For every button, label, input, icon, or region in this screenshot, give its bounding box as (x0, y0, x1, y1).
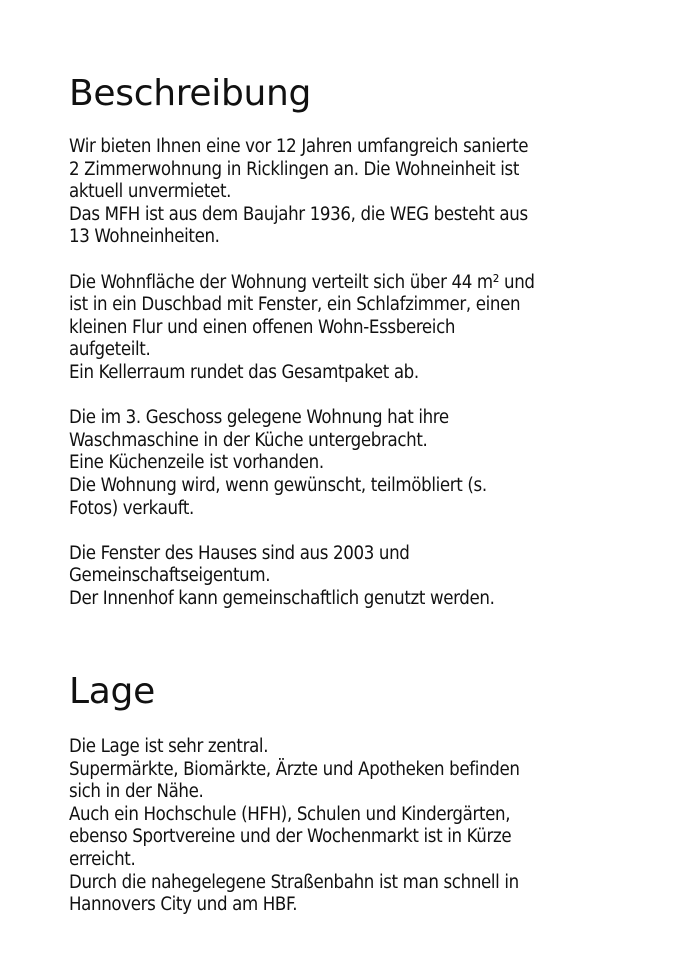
text-line: Die Lage ist sehr zentral. (69, 736, 269, 757)
paragraph-wohnflaeche (69, 272, 629, 385)
text-line: Supermärkte, Biomärkte, Ärzte und Apotheken befinden (69, 758, 520, 780)
text-line: Fotos) verkauft. (69, 497, 194, 519)
text-line: Die Fenster des Hauses sind aus 2003 und (69, 542, 410, 564)
text-line: 13 Wohneinheiten. (69, 226, 220, 248)
heading-lage: Lage (69, 671, 155, 712)
paragraph-fenster (69, 543, 629, 611)
lage-body (69, 736, 629, 917)
text-line: Gemeinschaftseigentum. (69, 565, 271, 587)
text-line: Durch die nahegelegene Straßenbahn ist man schnell in (69, 871, 519, 893)
paragraph-gap (69, 385, 629, 408)
text-line: Die Wohnfläche der Wohnung verteilt sich über 44 m² und (69, 271, 535, 293)
text-line: Waschmaschine in der Küche untergebracht. (69, 429, 428, 451)
heading-beschreibung: Beschreibung (69, 73, 312, 114)
text-line: Der Innenhof kann gemeinschaftlich genutzt werden. (69, 587, 495, 609)
paragraph-geschoss (69, 407, 629, 520)
text-line: aufgeteilt. (69, 339, 151, 361)
text-line: ist in ein Duschbad mit Fenster, ein Schlafzimmer, einen (69, 294, 521, 316)
beschreibung-body (69, 136, 629, 610)
text-line: erreicht. (69, 848, 136, 870)
text-line: 2 Zimmerwohnung in Ricklingen an. Die Wohneinheit ist (69, 158, 520, 180)
section-lage (69, 672, 629, 917)
section-beschreibung (69, 74, 629, 610)
text-line: Das MFH ist aus dem Baujahr 1936, die WEG besteht aus (69, 203, 528, 225)
text-line: Eine Küchenzeile ist vorhanden. (69, 452, 324, 474)
paragraph-lage (69, 736, 629, 917)
text-line: Auch ein Hochschule (HFH), Schulen und Kindergärten, (69, 803, 511, 825)
text-line: Wir bieten Ihnen eine vor 12 Jahren umfangreich sanierte (69, 136, 529, 157)
text-line: kleinen Flur und einen offenen Wohn-Essbereich (69, 316, 456, 338)
text-line: Ein Kellerraum rundet das Gesamtpaket ab. (69, 361, 419, 383)
paragraph-gap (69, 249, 629, 272)
text-line: ebenso Sportvereine und der Wochenmarkt ist in Kürze (69, 826, 512, 848)
text-line: aktuell unvermietet. (69, 181, 232, 203)
text-line: sich in der Nähe. (69, 781, 204, 803)
text-line: Die im 3. Geschoss gelegene Wohnung hat ihre (69, 407, 449, 429)
text-line: Hannovers City und am HBF. (69, 894, 298, 916)
paragraph-sanierung (69, 136, 629, 249)
paragraph-gap (69, 520, 629, 543)
text-line: Die Wohnung wird, wenn gewünscht, teilmöbliert (s. (69, 474, 487, 496)
